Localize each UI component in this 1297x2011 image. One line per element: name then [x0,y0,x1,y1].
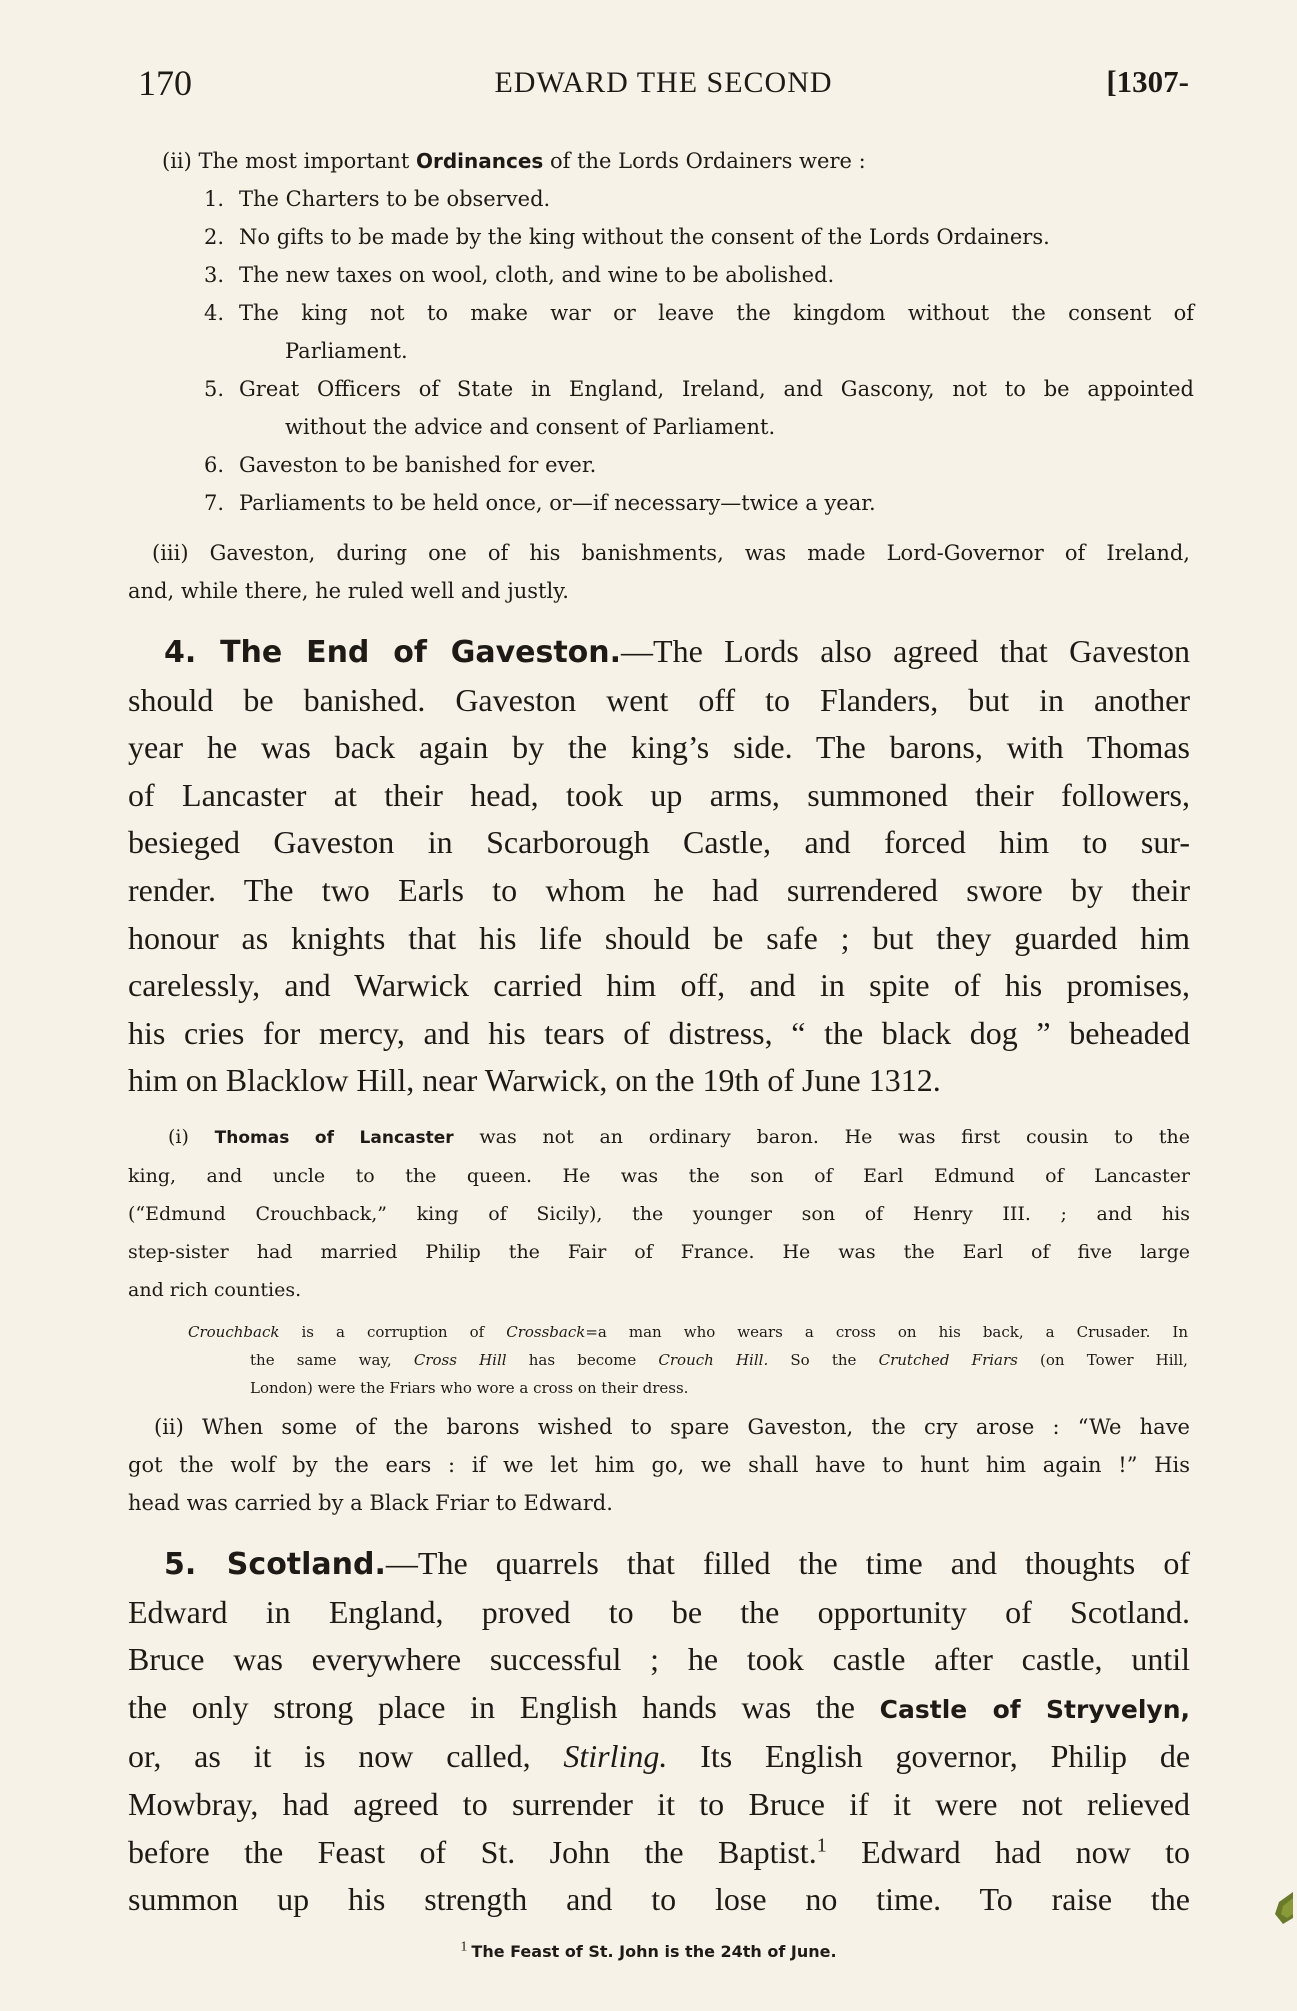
ordinances-section [162,142,1202,180]
page-header [138,62,1189,106]
note-i: (i) Thomas of Lancaster was not an ordinary baron. He was first cousin to the king, and uncle to the queen. He was the son of Earl Edmund of Lancaster (“Edmund Crouchback,” king of Sicily), the younger son of Henry III. ; and his step-sister had married Philip the Fair of France. He was the Earl of five large and rich counties. [128,1126,1190,1301]
note-ii: (ii) When some of the barons wished to spare Gaveston, the cry arose : “We have got the wolf by the ears : if we let him go, we shall have to hunt him again !” His head was carried by a Black Friar to Edward. [128,1415,1190,1515]
footnote-ref: 1 [816,1833,827,1856]
list-item: 7. Parliaments to be held once, or—if necessary—twice a year. [204,491,876,515]
footnote-mark: 1 [460,1939,468,1955]
section-heading: 5. Scotland. [164,1547,386,1582]
list-item: 2. No gifts to be made by the king without the consent of the Lords Ordainers. [204,225,1050,249]
footnote-text: The Feast of St. John is the 24th of June. [471,1942,837,1961]
running-title: EDWARD THE SECOND [494,66,833,99]
section-heading: 4. The End of Gaveston. [164,635,622,670]
page-number: 170 [138,63,192,103]
ordinances-list [204,180,1194,522]
section-4: 4. The End of Gaveston.—The Lords also agreed that Gaveston should be banished. Gaveston went off to Flanders, but in another year he was back again by the king’s side. The barons, with Thomas of Lancaster at their head, took up arms, summoned their followers, besieged Gaveston in Scarborough Castle, and forced him to sur- render. The two Earls to whom he had surrendered swore by their honour as knights that his life should be safe ; but they guarded him carelessly, and Warwick carried him off, and in spite of his promises, his cries for mercy, and his tears of distress, “ the black dog ” beheaded him on Blacklow Hill, near Warwick, on the 19th of June 1312. [128,628,1190,1105]
section-5-first-line: 5. Scotland.—The quarrels that filled the time and thoughts of [164,1545,1191,1582]
list-item: 5. Great Officers of State in England, Ireland, and Gascony, not to be appointed [204,377,1194,401]
section-5: 5. Scotland.—The quarrels that filled the time and thoughts of Edward in England, proved to be the opportunity of Scotland. Bruce was everywhere successful ; he took castle after castle, until the only strong place in English hands was the Castle of Stryvelyn, or, as it is now called, Stirling. Its English governor, Philip de Mowbray, had agreed to surrender it to Bruce if it were not relieved before the Feast of St. John the Baptist.$^1$ Edward had now to summon up his strength and to lose no time. To raise the [128,1540,1190,1924]
section-4-first-line: 4. The End of Gaveston.—The Lords also agreed that Gaveston [164,633,1190,670]
sub-note: Crouchback is a corruption of Crossback=a man who wears a cross on his back, a Crusader. In the same way, Cross Hill has become Crouch Hill. So the Crutched Friars (on Tower Hill, London) were the Friars who wore a cross on their dress. [188,1323,1188,1397]
list-item: Parliament. [285,339,408,363]
list-item: without the advice and consent of Parliament. [285,415,776,439]
list-item: 4. The king not to make war or leave the kingdom without the consent of [204,301,1194,325]
date-marker: [1307- [1106,64,1189,99]
page-clip-icon [1273,1888,1293,1928]
list-item: 6. Gaveston to be banished for ever. [204,453,597,477]
footnote [0,1939,1297,1962]
list-item: 1. The Charters to be observed. [204,187,551,211]
list-item: 3. The new taxes on wool, cloth, and wine to be abolished. [204,263,835,287]
note-iii: (iii) Gaveston, during one of his banishments, was made Lord-Governor of Ireland, and, while there, he ruled well and justly. [128,541,1190,603]
ordinances-intro: (ii) The most important Ordinances of the Lords Ordainers were : [162,149,866,173]
